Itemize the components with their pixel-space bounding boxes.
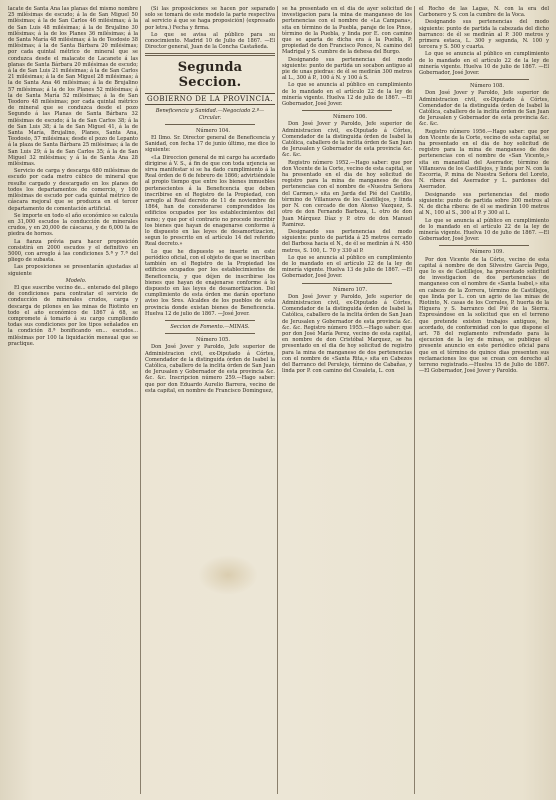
subhead: Beneficencia y Sanidad.—Negociado 2.º—Circular.	[155, 108, 265, 121]
paragraph: Registro número 1952.—Hago saber: que por don Vicente de la Corte, vecino de esta capital, se ha presentado en el dia de hoy solicitud de registro para la mina de manganeso de dos pertenencias con el nombre de «Nuestra Señora del Carmen,» sita en Jarda del Pié del Castillo, término de Villanueva de los Castillejos, y linda por N. con cercado de don Alonso Vazquez, S. otro de don Fernando Barboza, L. otro de don Juan Márquez Díaz y P. otro de don Manuel Ramirez.	[282, 159, 412, 228]
paragraph: Don José Jover y Paroldo, Jefe superior de Administracion civil, ex-Diputado á Córtes, Comendador de la distinguida órden de Isabel la Católica, caballero de la inclita órden de San Juan de Jerusalen y Gobernador de esta provincia &c. &c. &c.	[282, 121, 412, 159]
paragraph: se ha presentado en el dia de ayer solicitud de investigacion para la mina de manganeso de los pertenencias con el nombre de «La Campana», sita en término de la Puebla, paraje de los Pinos, término de la Puebla, y linda por E. con camino que se aparta de dicha era á la Puebla, P. propiedad de don Francisco Ponce, N. camino del Madrigal y S. cumbre de la dehesa del Burgo.	[282, 6, 412, 56]
column-rule	[140, 6, 141, 794]
notice-number: Número 109.	[469, 249, 505, 256]
paragraph: Designando sus pertenencias del modo siguiente: punto de partida un socabon antiguo al pie de unas piedras: de él se medirán 300 metros al L., 300 á P., 100 á N. y 100 á S.	[282, 56, 412, 82]
paragraph: Lo que se avisa al público para su conocimiento. Madrid 10 de Julio de 1867. —El Director general, Juan de la Concha Castañeda.	[145, 31, 275, 51]
notice-number: Número 104.	[195, 127, 231, 134]
paragraph: Se importe en todo el año económico se calcula en 31,000 escudos la conducción de minerales crudos, y en 20,000 de cáscaras, y de 6,000 la de piedra de hornos.	[8, 212, 138, 238]
paragraph: El Ilmo. Sr. Director general de Beneficencia y Sanidad, con fecha 17 de junio último, me dice lo siguiente:	[145, 135, 275, 154]
section-divider	[145, 53, 275, 56]
paragraph: Lo que he dispuesto se inserte en este periódico oficial, con el objeto de que se inscriban también en el Registro de la Propiedad los edificios ocupados por los establecimientos de Beneficencia, y que déjen de inscribirse los bienes que hayan de enajenarse conforme á lo dispuesto en las leyes de desamortizacion. Del cumplimiento de esta órden me darán oportuno aviso los Sres. Alcaldes de los pueblos de esta provincia donde existan bienes de Beneficencia. Huelva 12 de julio de 1867. —José Jover.	[145, 248, 275, 317]
column-rule	[414, 6, 415, 794]
divider	[302, 283, 392, 284]
divider	[165, 333, 255, 334]
paragraph: Don José Jover y Paroldo, Jefe superior de Administracion civil, ex-Diputado á Córtes, Comendador de la distinguida órden de Isabel la Católica, caballero de la inclita órden de San Juan de Jerusalen y Gobernador de esta provincia &c. &c. &c. Registro número 1955.—Hago saber: que por don José María Perez, vecino de esta capital, en nombre de don Cristóbal Marquez, se ha presentado en el dia de hoy solicitud de registro para la mina de manganeso de dos pertenencias con el nombre de «Santa Rita,» sita en Cabezos del Barranco del Perulejo, término de Cabañas, y linda por P. con camino del Cosaleta, L. con	[282, 293, 412, 375]
paragraph: Las proposiciones se presentarán ajustadas al siguiente	[8, 264, 138, 277]
section-subtitle: GOBIERNO DE LA PROVINCIA.	[146, 95, 274, 104]
paragraph: Registro número 1956.—Hago saber: que por don Vicente de la Corte, vecino de esta capital, se ha presentado en el dia de hoy solicitud de registro para la mina de manganeso de dos pertenencias con el nombre de «San Vicente,» sita en manantial del Aserrador, término de Villanueva de los Castillejos, y linda por N. con la Escorria, P. mina de Nuestra Señora del Loreto, N. ribera del Aserrador y L. pardones del Aserrador.	[419, 128, 549, 191]
paragraph: Lo que se anuncia al público en cumplimiento de lo mandado en el artículo 22 de la ley de minería vigente. Huelva 13 de julio de 1867. —El Gobernador, José Jover.	[282, 254, 412, 280]
paragraph: Designando sus pertenencias del modo siguiente: punto de partida sobre 300 metros al N. de dicha ribera: de él se medirán 100 metros al N., 100 al S., 300 al P. y 300 al L.	[419, 191, 549, 217]
paragraph: Don José Jover y Paroldo, Jefe superior de Administracion civil, ex-Diputado á Córtes, Comendador de la distinguida órden de Isabel la Católica, caballero de la inclita órden de San Juan de Jerusalen y Gobernador de esta provincia &c. &c. &c. Inscripcion número 259.—Hago saber: que por don Eduardo Aurelio Barrera, vecino de esta capital, en nombre de Francisco Dominguez,	[145, 344, 275, 394]
paragraph: lacate de Santa Ana las planas del mismo nombre 25 milésimas de escudo; á la de San Miguel 50 milésimas; á la de San Carlos 46 milésimas; á la de San Luis 48 milésimas; á la de Brujalino 30 milésimas; á la de los Planes 36 milésimas; á la de Santa María 48 milésimas; á la de Teodosio 38 milésimas; á la de Santa Bárbara 20 milésimas; por cada quintal métrico de mineral que se conduzca desde el malacate de Lacanete á las planas de Santa Bárbara 20 milésimas de escudo; á la de San Luis 21 milésimas; á la de San Carlos 21 milésimas; á la de San Miguel 28 milésimas; á la de Santa Ana 46 milésimas; á la de Brujalino 57 milésimas; á la de los Planes 52 milésimas; á la de Santa María 52 milésimas; á la de San Teodoro 48 milésimas; por cada quintal métrico de mineral que se conduzca desde el pozo Segundo á las Planas de Santa Bárbara 32 milésimas de escudo; á la de San Carlos 38; á la de San Luis 38; á la de San Miguel 41, á la de Santa María, Brujalino, Planes, Santa Ana, Teodosio, 57 milésimas; desde el pozo de Lepanto á la plaza de Santa Bárbara 25 milésimas; á la de San Luis 29; á la de San Carlos 35; á la de San Miguel 32 milésimas; y á la de Santa Ana 28 milésimas.	[8, 6, 138, 168]
column-1	[8, 6, 138, 794]
paragraph: «La Direccion general de mi cargo ha acordado dirigirse á V. S., á fin de que con toda urjencia se sirva manifestar si se ha dado cumplimiento á la Real órden de 6 de febrero de 1866; advirtiéndole al propio tiempo que entre los bienes inmuebles pertenecientes á la Beneficencia que deben inscribirse en el Registro de la Propiedad, con arreglo al Real decreto de 11 de noviembre de 1864, han de considerarse comprendidos los edificios ocupados por los establecimientos del ramo; y que por el contrario no procede inscribir los bienes que hayan de enagenarse conforme á lo dispuesto en las leyes de desamortizacion, segun lo prescrito en el artículo 14 del referido Real decreto.»	[145, 154, 275, 248]
paragraph: Servicio de carga y descarga 680 milésimas de escudo por cada metro cúbico de mineral que resulte cargado y descargado en los planes de todos los departamentos de comercio, y 100 milésimas de escudo por cada quintal métrico de cáscara mejoral que se produzca en el tercer departamento de comentación artificial.	[8, 168, 138, 212]
paragraph: el Rocho de las Lagas, N. con la era del Carbonero y S. con la cumbre de la Voca.	[419, 6, 549, 19]
divider	[165, 124, 255, 125]
divider	[165, 320, 255, 321]
divider	[439, 245, 529, 246]
paragraph: Don José Jover y Paroldo, Jefe superior de Administracion civil, ex-Diputado á Córtes, Comendador de la distinguida órden de Isabel la Católica, caballero de la inclita órden de San Juan de Jerusalen y Gobernador de esta provincia &c. &c. &c.	[419, 90, 549, 128]
column-4	[419, 6, 549, 794]
modelo-title: Modelo.	[65, 277, 87, 284]
paragraph: Lo que se anuncia al público en cumplimiento de lo mandado en el artículo 22 de la ley de minería vigente. Huelva 12 de julio de 1867. —El Gobernador, José Jover.	[282, 82, 412, 108]
column-2	[145, 6, 275, 794]
divider	[439, 79, 529, 80]
notice-number: Número 107.	[332, 286, 368, 293]
paragraph: (Si las proposiciones se hacen por separado solo se tomará de este modelo la parte respectiva al servicio á que se haga proposición) (expresado por letra.) Fecha y firma.	[145, 6, 275, 31]
column-3	[282, 6, 412, 794]
modelo-text: El que suscribe vecino de... enterado del pliego de condiciones para contratar el servicio de conducción de minerales crudos, carga y descarga de pilones en las minas de Riotinto en todo el año económico de 1867 á 68, se compromete á tomarlo á su cargo cumpliendo todas sus condiciones por los tipos señalados en la condición 8.ª bonificando en... escudos... milésimas por 100 la liquidación mensual que se practique.	[8, 284, 138, 347]
paragraph: Designando sus pertenencias del modo siguiente: punto de partida á 25 metros cercado del Barbosa hacia el N., de él se medirán á N. 450 metros, S. 100, L. 70 y 330 al P.	[282, 228, 412, 254]
notice-number: Número 105.	[195, 337, 231, 344]
paragraph: Por don Vicente de la Córte, vecino de esta capital á nombre de don Silvestre García Pego, que lo es de Castillejos, ha presentado solicitud de investigacion de dos pertenencias de manganeso con el nombre de «Santa Isabel,» sita en cabezo de la Zorrera, término de Castillejos, que linda por L. con un agrio de las minas de Riotinto, N. casas de los Corrales, P. huerta de la Higuera y S. barranco del Pié de la Sierra. Expresándose en la solicitud que en el terreno que pretende existen trabajos antiguos, he acordado, de conformidad con lo que dispone el art. 78 del reglamento refrendado para la ejecucion de la ley de minas, se publique el presente anuncio en este periódico oficial para que en el término de quince dias presenten sus reclamaciones los que se crean con derecho al terreno registrado.—Huelva 15 de Julio de 1867.—El Gobernador, José Jover y Paroldo.	[419, 256, 549, 375]
paragraph: Lo que se anuncia al público en cumplimiento de lo mandado en el artículo 22 de la ley de minería vigente. Huelva 10 de julio de 1867. —El Gobernador, José Jover.	[419, 51, 549, 77]
section-title: Segunda Seccion.	[177, 60, 243, 91]
paragraph: La fianza prévia para hacer proposición consistirá en 2000 escudos y el definitivo en 5000, con arreglo á las condiciones 5.ª y 7.ª del pliego de subasta.	[8, 238, 138, 264]
divider	[302, 110, 392, 111]
notice-number: Número 106.	[332, 114, 368, 121]
paragraph: Lo que se anuncia al público en cumplimiento de lo mandado en el artículo 22 de la ley de minería vigente. Huelva 10 de julio de 1867. —El Gobernador, José Jover.	[419, 217, 549, 243]
column-rule	[277, 6, 278, 794]
paragraph: Designando sus pertenencias del modo siguiente: punto de partida la cabezada del dicho barranco: de él se medirán al P. 300 metros y primera estaca, L. 300 y segunda, N. 100 y tercera y S. 500 y cuarta.	[419, 19, 549, 51]
notice-number: Número 108.	[469, 83, 505, 90]
fomento-head: Seccion de Fomento.—MINAS.	[170, 323, 250, 330]
